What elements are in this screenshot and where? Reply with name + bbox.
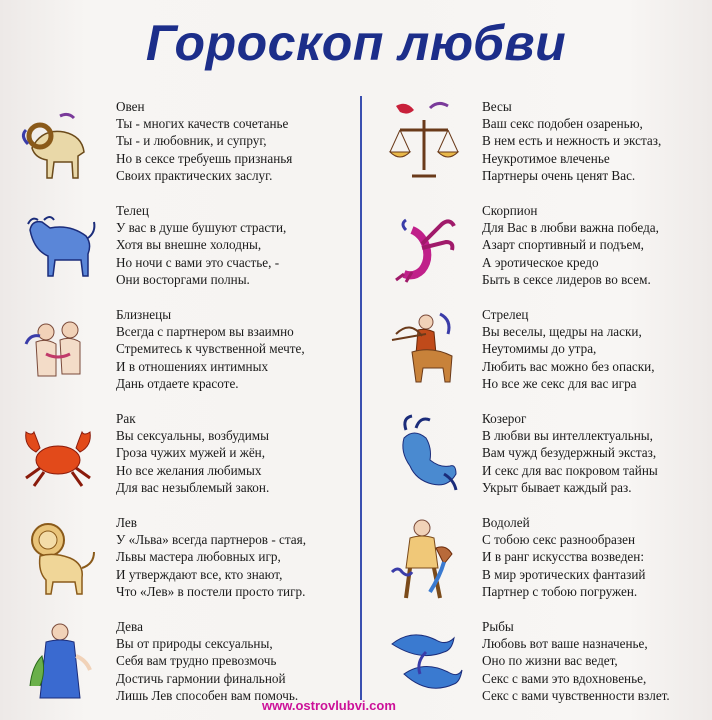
- horoscope-text: [116, 202, 356, 288]
- verse-line: Гроза чужих мужей и жён,: [116, 445, 266, 461]
- verse-line: В любви вы интеллектуальны,: [482, 428, 653, 444]
- verse-line: Но в сексе требуешь признанья: [116, 150, 293, 166]
- verse-line: Они восторгами полны.: [116, 271, 250, 287]
- verse-line: Секс с вами чувственности взлет.: [482, 687, 670, 703]
- verse-line: А эротическое кредо: [482, 254, 599, 270]
- verse-line: Достичь гармонии финальной: [116, 670, 286, 686]
- verse-line: Укрыт бывает каждый раз.: [482, 479, 632, 495]
- verse-line: Львы мастера любовных игр,: [116, 549, 281, 565]
- verse-line: Хотя вы внешне холодны,: [116, 237, 262, 253]
- verse-line: Себя вам трудно превозмочь: [116, 653, 277, 669]
- zodiac-entry: [0, 96, 340, 196]
- zodiac-entry: [366, 408, 706, 508]
- verse-line: Партнер с тобою погружен.: [482, 583, 638, 599]
- sign-name: Стрелец: [482, 307, 529, 322]
- verse-line: Партнеры очень ценят Вас.: [482, 167, 636, 183]
- verse-line: Ты - многих качеств сочетанье: [116, 116, 289, 132]
- verse-line: У «Льва» всегда партнеров - стая,: [116, 532, 307, 548]
- sign-name: Водолей: [482, 515, 530, 530]
- leo-lion-icon: [16, 512, 100, 604]
- gemini-twins-icon: [16, 304, 100, 396]
- sign-name: Скорпион: [482, 203, 538, 218]
- sign-name: Козерог: [482, 411, 527, 426]
- column-divider: [360, 96, 362, 700]
- verse-line: В мир эротических фантазий: [482, 566, 646, 582]
- horoscope-text: [116, 514, 356, 600]
- verse-line: В нем есть и нежность и экстаз,: [482, 133, 662, 149]
- verse-line: Своих практических заслуг.: [116, 167, 273, 183]
- zodiac-entry: [366, 96, 706, 196]
- verse-line: Но все же секс для вас игра: [482, 375, 637, 391]
- aquarius-waterbearer-icon: [382, 512, 466, 604]
- verse-line: Всегда с партнером вы взаимно: [116, 324, 294, 340]
- verse-line: Неутомимы до утра,: [482, 341, 597, 357]
- verse-line: Но ночи с вами это счастье, -: [116, 254, 280, 270]
- zodiac-entry: [366, 200, 706, 300]
- sign-name: Лев: [116, 515, 137, 530]
- horoscope-text: [482, 410, 712, 496]
- zodiac-entry: [366, 304, 706, 404]
- verse-line: Стремитесь к чувственной мечте,: [116, 341, 305, 357]
- verse-line: Лишь Лев способен вам помочь.: [116, 687, 299, 703]
- verse-line: Вам чужд безудержный экстаз,: [482, 445, 657, 461]
- verse-line: Вы сексуальны, возбудимы: [116, 428, 269, 444]
- horoscope-text: [116, 618, 356, 704]
- sagittarius-archer-icon: [382, 304, 466, 396]
- horoscope-text: [482, 202, 712, 288]
- zodiac-entry: [0, 200, 340, 300]
- horoscope-text: [482, 618, 712, 704]
- verse-line: Что «Лев» в постели просто тигр.: [116, 583, 306, 599]
- sign-name: Овен: [116, 99, 145, 114]
- verse-line: И в ранг искусства возведен:: [482, 549, 645, 565]
- horoscope-text: [482, 514, 712, 600]
- verse-line: У вас в душе бушуют страсти,: [116, 220, 287, 236]
- zodiac-entry: [0, 304, 340, 404]
- virgo-maiden-icon: [16, 616, 100, 708]
- zodiac-entry: [366, 512, 706, 612]
- verse-line: Для вас незыблемый закон.: [116, 479, 270, 495]
- verse-line: Неукротимое влеченье: [482, 150, 610, 166]
- zodiac-entry: [0, 512, 340, 612]
- cancer-crab-icon: [16, 408, 100, 500]
- taurus-bull-icon: [16, 200, 100, 292]
- footer-url[interactable]: www.ostrovlubvi.com: [262, 698, 396, 713]
- libra-scales-icon: [382, 96, 466, 188]
- aries-ram-icon: [16, 96, 100, 188]
- page-title: Гороскоп любви: [145, 15, 567, 71]
- verse-line: Вы веселы, щедры на ласки,: [482, 324, 642, 340]
- verse-line: Быть в сексе лидеров во всем.: [482, 271, 651, 287]
- horoscope-text: [482, 306, 712, 392]
- horoscope-text: [116, 98, 356, 184]
- sign-name: Телец: [116, 203, 149, 218]
- zodiac-entry: [0, 408, 340, 508]
- horoscope-text: [116, 410, 356, 496]
- verse-line: Любить вас можно без опаски,: [482, 358, 655, 374]
- verse-line: Дань отдаете красоте.: [116, 375, 239, 391]
- horoscope-text: [116, 306, 356, 392]
- verse-line: И утверждают все, кто знают,: [116, 566, 283, 582]
- verse-line: Для Вас в любви важна победа,: [482, 220, 659, 236]
- verse-line: Ваш секс подобен озаренью,: [482, 116, 643, 132]
- horoscope-text: [482, 98, 712, 184]
- verse-line: Оно по жизни вас ведет,: [482, 653, 618, 669]
- verse-line: Но все желания любимых: [116, 462, 262, 478]
- capricorn-seagoat-icon: [382, 408, 466, 500]
- verse-line: И секс для вас покровом тайны: [482, 462, 658, 478]
- verse-line: Вы от природы сексуальны,: [116, 636, 273, 652]
- sign-name: Рыбы: [482, 619, 514, 634]
- verse-line: С тобою секс разнообразен: [482, 532, 636, 548]
- verse-line: Азарт спортивный и подъем,: [482, 237, 644, 253]
- sign-name: Весы: [482, 99, 512, 114]
- verse-line: И в отношениях интимных: [116, 358, 269, 374]
- verse-line: Любовь вот ваше назначенье,: [482, 636, 648, 652]
- sign-name: Дева: [116, 619, 143, 634]
- scorpio-scorpion-icon: [382, 200, 466, 292]
- verse-line: Секс с вами это вдохновенье,: [482, 670, 647, 686]
- verse-line: Ты - и любовник, и супруг,: [116, 133, 267, 149]
- sign-name: Близнецы: [116, 307, 172, 322]
- pisces-fish-icon: [382, 616, 466, 708]
- sign-name: Рак: [116, 411, 136, 426]
